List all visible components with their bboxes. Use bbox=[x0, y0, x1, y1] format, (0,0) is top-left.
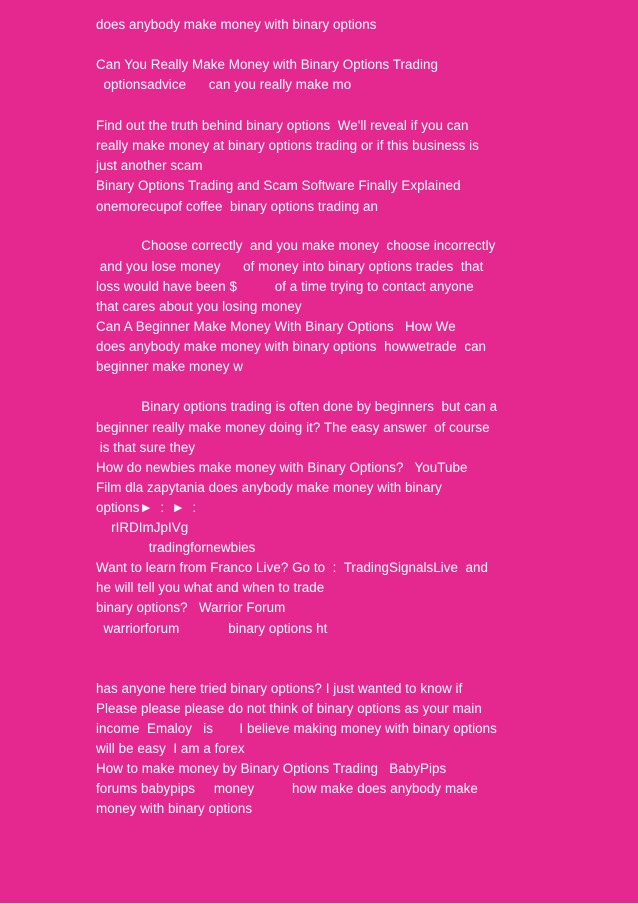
text-line: onemorecupof coffee binary options trading an bbox=[96, 199, 378, 214]
text-line: that cares about you losing money bbox=[96, 299, 302, 314]
text-line: How to make money by Binary Options Trading BabyPips bbox=[96, 761, 447, 776]
text-line: money with binary options bbox=[96, 801, 253, 816]
text-line: and you lose money of money into binary options trades that bbox=[96, 259, 484, 274]
text-line: options► : ► : bbox=[96, 500, 197, 515]
text-line: he will tell you what and when to trade bbox=[96, 580, 325, 595]
text-line: just another scam bbox=[96, 158, 203, 173]
text-line: warriorforum binary options ht bbox=[96, 621, 328, 636]
text-line: Can You Really Make Money with Binary Options Trading bbox=[96, 57, 439, 72]
text-line: binary options? Warrior Forum bbox=[96, 600, 286, 615]
text-line: forums babypips money how make does anybody make bbox=[96, 781, 478, 796]
text-line: does anybody make money with binary options bbox=[96, 17, 377, 32]
text-line: Find out the truth behind binary options We'll reveal if you can bbox=[96, 118, 469, 133]
text-line: Binary options trading is often done by beginners but can a bbox=[96, 399, 498, 414]
text-line: Film dla zapytania does anybody make money with binary bbox=[96, 480, 442, 495]
text-line: beginner really make money doing it? The easy answer of course bbox=[96, 420, 490, 435]
text-line: beginner make money w bbox=[96, 359, 243, 374]
text-line: does anybody make money with binary options howwetrade can bbox=[96, 339, 487, 354]
text-line: really make money at binary options trading or if this business is bbox=[96, 138, 479, 153]
text-line: will be easy I am a forex bbox=[96, 741, 245, 756]
text-line: Please please please do not think of binary options as your main bbox=[96, 701, 482, 716]
text-line: Want to learn from Franco Live? Go to : TradingSignalsLive and bbox=[96, 560, 489, 575]
text-line: Can A Beginner Make Money With Binary Options How We bbox=[96, 319, 456, 334]
text-line: income Emaloy is I believe making money with binary options bbox=[96, 721, 497, 736]
text-line: is that sure they bbox=[96, 440, 196, 455]
text-line: How do newbies make money with Binary Options? YouTube bbox=[96, 460, 468, 475]
text-line: rIRDImJpIVg bbox=[96, 520, 189, 535]
text-line: Binary Options Trading and Scam Software Finally Explained bbox=[96, 178, 461, 193]
text-line: loss would have been $ of a time trying to contact anyone bbox=[96, 279, 474, 294]
text-line: tradingfornewbies bbox=[96, 540, 256, 555]
text-line: has anyone here tried binary options? I just wanted to know if bbox=[96, 681, 463, 696]
text-line: optionsadvice can you really make mo bbox=[96, 77, 352, 92]
text-line: Choose correctly and you make money choose incorrectly bbox=[96, 238, 496, 253]
